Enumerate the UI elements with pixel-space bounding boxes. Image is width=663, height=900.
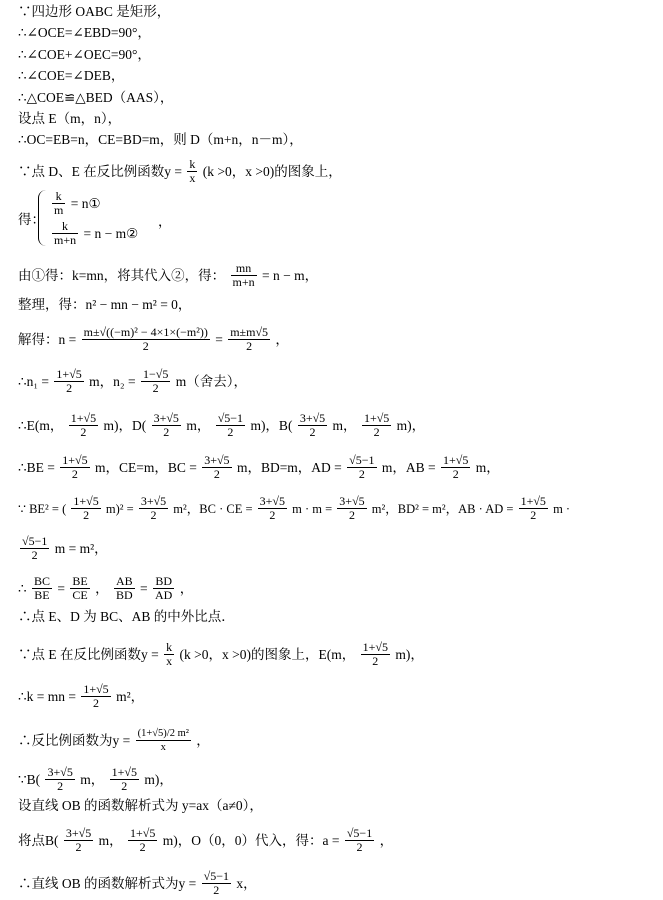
fraction-denominator: 2 [348,508,355,522]
line-16-text-d: m · m = [292,501,333,516]
fraction-bc-be [32,575,52,602]
fraction-denominator: 2 [150,508,157,522]
fraction-denominator: x [160,742,166,753]
fraction-denominator: 2 [452,467,459,481]
fraction-denominator: 2 [75,840,82,854]
fraction-2 [128,827,157,854]
fraction-be-ce [70,575,89,602]
fraction-numerator: m±√((−m)² − 4×1×(−m²)) [83,325,208,339]
fraction-denominator: m [54,203,64,217]
fraction-numerator: 1+√5 [56,367,82,381]
line-15 [18,454,657,481]
line-16-text-f: m · [553,501,571,516]
fraction-denominator: 2 [372,654,379,668]
fraction-numerator: k [166,640,173,654]
line-25 [18,827,657,854]
line-24: 设直线 OB 的函数解析式为 y=ax（a≠0）， [18,798,263,813]
line-12-text-a: 解得：n = [18,331,77,347]
fraction-denominator: AD [155,588,173,602]
line-16-text-e: m²，BD² = m²，AB · AD = [371,501,514,516]
line-23-text-c: m)， [144,771,173,787]
fraction-denominator: CE [72,588,88,602]
fraction-numerator: √5−1 [346,826,373,840]
line-15-text-a: ∴BE = [18,459,55,475]
line-21-text-b: m²， [116,688,145,704]
fraction-denominator: 2 [373,425,380,439]
fraction-numerator: 3+√5 [140,494,167,508]
line-25-text-c: m)，O（0，0）代入，得：a = [162,832,340,848]
fraction-n2 [141,368,170,395]
line-14-text-b: m)，D( [103,417,147,433]
fraction-denominator: BD [115,588,133,602]
fraction-numerator: 1+√5 [83,682,109,696]
fraction-denominator: m+n [232,275,255,289]
fraction-2 [202,454,231,481]
fraction-numerator: √5−1 [349,453,375,467]
fraction-k-over-m-plus-n [52,220,78,247]
fraction-numerator: 3+√5 [65,826,92,840]
line-23-text-a: ∵B( [18,771,41,787]
line-11: 整理，得：n² − mn − m² = 0， [18,297,192,312]
line-23 [18,766,657,793]
fraction-mn-over-m-plus-n [231,262,257,289]
fraction-numerator: 3+√5 [299,411,326,425]
fraction-denominator: 2 [139,840,146,854]
fraction-denominator: x [166,654,173,668]
line-18-text-e: ， [179,580,194,596]
fraction-numerator: 1+√5 [362,640,388,654]
line-25-text-b: m， [98,832,123,848]
fraction-denominator: 2 [152,381,159,395]
line-14-text-e: m， [332,417,357,433]
line-7: ∴OC=EB=n，CE=BD=m，则 D（m+n，n－m）， [18,132,303,147]
line-15-text-b: m，CE=m，BC = [94,459,197,475]
fraction-denominator: BE [34,588,50,602]
fraction-numerator: √5−1 [22,534,48,548]
fraction-numerator: √5−1 [203,869,229,883]
fraction-denominator: m+n [54,233,77,247]
fraction-3 [345,827,374,854]
line-8-text-b: (k >0，x >0)的图象上， [202,163,342,179]
fraction-k-over-x [187,158,197,185]
line-14-text-d: m)，B( [250,417,293,433]
fraction-k-over-x [164,641,174,668]
fraction-compound [136,727,191,754]
line-10 [18,262,657,289]
fraction-denominator: 2 [80,425,87,439]
fraction-numerator: k [189,157,196,171]
line-21 [18,683,657,710]
fraction-numerator: m±m√5 [230,325,269,339]
fraction-denominator: 2 [66,381,73,395]
line-19: ∴点 E、D 为 BC、AB 的中外比点． [18,609,235,624]
fraction-denominator: 2 [83,508,90,522]
fraction-1 [202,870,231,897]
fraction-numerator: 1+√5 [443,453,469,467]
line-13 [18,368,657,395]
fraction-numerator: 3+√5 [259,494,285,508]
fraction-numerator: k [52,220,78,234]
line-16-text-c: m²，BC · CE = [173,501,253,516]
fraction-1 [71,495,100,522]
fraction-denominator: 2 [142,339,149,353]
line-17-text-a: m = m²， [54,540,108,556]
fraction-numerator: BE [72,574,88,588]
line-25-text-d: ， [379,832,394,848]
fraction-numerator: 3+√5 [204,453,230,467]
fraction-numerator: 1−√5 [142,367,169,381]
fraction-numerator: BC [33,574,50,588]
fraction-numerator: 1+√5 [111,765,137,779]
line-15-text-e: m， [475,459,500,475]
fraction-numerator: BD [153,575,174,589]
fraction-numerator: (1+√5)/2 m² [137,728,189,739]
line-10-text-a: 由①得：k=mn，将其代入②，得： [18,267,226,283]
line-18-text-d: = [140,580,148,596]
fraction-4 [298,412,327,439]
line-18-text-b: = [57,580,65,596]
fraction-numerator: 1+√5 [70,411,97,425]
equation-brace [38,190,49,246]
equation-case-1 [50,190,101,217]
line-15-text-d: m，AB = [381,459,436,475]
fraction-numerator: AB [115,574,133,588]
line-2: ∴∠OCE=∠EBD=90°， [18,25,151,40]
fraction-2 [139,495,168,522]
fraction-1 [20,535,49,562]
fraction-numerator: 3+√5 [339,494,365,508]
fraction-numerator: 1+√5 [363,411,390,425]
line-3: ∴∠COE+∠OEC=90°， [18,47,151,62]
line-26-text-b: x， [236,875,257,891]
fraction-numerator: 3+√5 [153,411,179,425]
line-18-text-c: ， [95,580,109,596]
fraction-numerator: √5−1 [217,411,244,425]
fraction-denominator: 2 [57,779,64,793]
fraction-3 [216,412,245,439]
fraction-denominator: 2 [309,425,316,439]
line-16-text-b: m)² = [105,501,134,516]
fraction-bd-ad [153,575,174,602]
line-21-text-a: ∴k = mn = [18,688,76,704]
line-17 [18,535,657,562]
line-14 [18,412,657,439]
line-5: ∴△COE≌△BED（AAS）， [18,90,174,105]
fraction-denominator: 2 [121,779,128,793]
fraction-n1 [54,368,83,395]
fraction-1 [64,827,93,854]
fraction-numerator: 1+√5 [130,826,156,840]
fraction-denominator: 2 [213,467,220,481]
fraction-numerator: 1+√5 [62,453,88,467]
line-14-text-f: m)， [396,417,426,433]
fraction-denominator: 2 [31,548,38,562]
fraction-4 [337,495,366,522]
equation-case-1-rhs: = n① [70,195,101,211]
line-18 [18,575,657,602]
fraction-denominator: 2 [93,696,99,710]
fraction-denominator: 2 [71,467,78,481]
line-8-text-a: ∵点 D、E 在反比例函数y = [18,163,182,179]
line-22-text-b: ， [196,732,210,748]
line-1: ∵四边形 OABC 是矩形， [18,4,171,19]
fraction-denominator: 2 [246,339,253,353]
fraction-numerator: k [52,190,65,204]
fraction-denominator: 2 [358,467,365,481]
fraction-ab-bd [114,575,135,602]
line-16-text-a: ∵ BE² = ( [18,501,67,516]
fraction-numerator: 1+√5 [520,494,546,508]
line-20-text-a: ∵点 E 在反比例函数y = [18,646,159,662]
line-6: 设点 E（m，n）， [18,111,122,126]
fraction-k-over-m [52,190,65,217]
line-13-text-c: m（舍去）， [175,373,247,389]
fraction-denominator: 2 [227,425,234,439]
fraction-1 [45,766,74,793]
line-12-text-b: ， [275,331,289,347]
fraction-3 [258,495,287,522]
line-10-text-b: = n − m， [261,267,319,283]
fraction-1 [60,454,89,481]
line-14-text-c: m， [186,417,211,433]
fraction-1 [81,683,110,710]
fraction-5 [362,412,391,439]
line-26-text-a: ∴直线 OB 的函数解析式为y = [18,875,197,891]
fraction-denominator: 2 [213,883,220,897]
fraction-denominator: 2 [163,425,170,439]
line-18-text-a: ∴ [18,580,27,596]
line-20 [18,641,657,668]
line-22-text-a: ∴反比例函数为y = [18,732,131,748]
line-22 [18,727,657,754]
line-12 [18,326,657,353]
line-9-tail: ， [158,214,172,229]
fraction-2 [361,641,390,668]
fraction-numerator: 3+√5 [47,765,73,779]
fraction-denominator: 2 [530,508,537,522]
line-16 [18,495,657,522]
fraction-2 [152,412,181,439]
line-13-text-a: ∴n₁ = [18,373,50,389]
fraction-5 [519,495,548,522]
line-26 [18,870,657,897]
fraction-denominator: x [189,171,196,185]
fraction-1 [69,412,98,439]
line-8 [18,158,657,185]
line-4: ∴∠COE=∠DEB， [18,68,125,83]
line-12-equals: = [215,331,223,347]
fraction-2 [110,766,139,793]
fraction-3 [347,454,376,481]
equation-case-2 [50,220,138,247]
fraction-numerator: mn [231,262,257,276]
line-25-text-a: 将点B( [18,832,59,848]
line-13-text-b: m，n₂ = [89,373,136,389]
equation-case-2-rhs: = n − m② [83,225,139,241]
line-20-text-b: (k >0，x >0)的图象上，E(m， [179,646,356,662]
line-23-text-b: m， [80,771,105,787]
fraction-quadratic-formula [82,326,210,353]
fraction-4 [441,454,470,481]
fraction-result [228,326,270,353]
line-20-text-c: m)， [395,646,424,662]
line-9-label: 得： [18,212,45,227]
fraction-numerator: 1+√5 [73,494,99,508]
fraction-denominator: 2 [356,840,363,854]
line-14-text-a: ∴E(m， [18,417,64,433]
fraction-denominator: 2 [269,508,276,522]
line-15-text-c: m，BD=m，AD = [236,459,342,475]
